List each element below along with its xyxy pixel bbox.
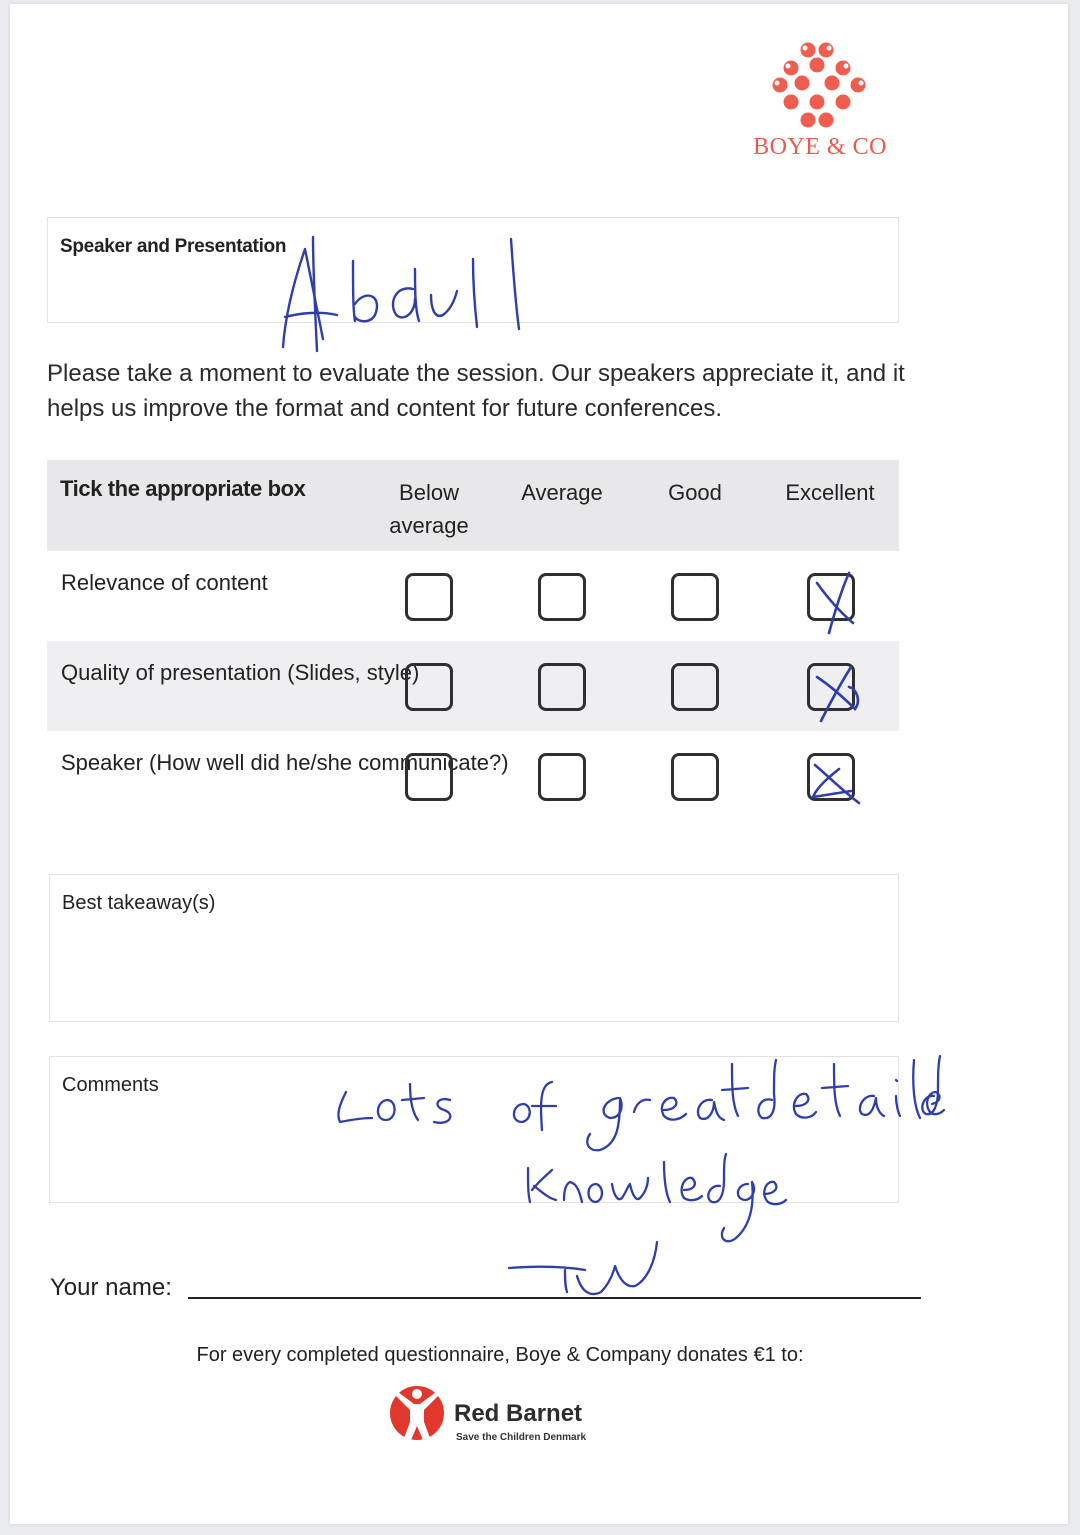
checkbox-speaker-good[interactable] (671, 753, 719, 801)
checkbox-relevance-below-average[interactable] (405, 573, 453, 621)
rating-table-header (47, 460, 899, 551)
speaker-label: Speaker and Presentation (60, 236, 287, 257)
table-header-label: Tick the appropriate box (60, 476, 306, 501)
donation-text: For every completed questionnaire, Boye & Company donates €1 to: (196, 1344, 804, 1366)
checkbox-speaker-below-average[interactable] (405, 753, 453, 801)
comments-label: Comments (62, 1074, 159, 1096)
feedback-form-page (10, 4, 1068, 1524)
speaker-presentation-field[interactable] (47, 217, 899, 323)
checkbox-relevance-excellent[interactable] (807, 573, 855, 621)
row-label: Relevance of content (61, 570, 268, 595)
best-takeaway-field[interactable] (49, 874, 899, 1022)
checkbox-quality-excellent[interactable] (807, 663, 855, 711)
column-below-average: Below average (389, 480, 469, 538)
checkbox-relevance-good[interactable] (671, 573, 719, 621)
checkbox-quality-good[interactable] (671, 663, 719, 711)
checkbox-quality-average[interactable] (538, 663, 586, 711)
rating-row-quality (47, 641, 899, 731)
charity-name: Red Barnet (454, 1400, 583, 1427)
rating-row-relevance (47, 551, 899, 641)
column-good: Good (668, 480, 722, 505)
rating-row-speaker (47, 731, 899, 821)
checkbox-relevance-average[interactable] (538, 573, 586, 621)
checkbox-quality-below-average[interactable] (405, 663, 453, 711)
intro-text: Please take a moment to evaluate the session. Our speakers appreciate it, and it helps us improve the format and content for future conferences. (47, 360, 905, 422)
your-name-input-line[interactable] (188, 1297, 921, 1299)
charity-subtitle: Save the Children Denmark (456, 1432, 587, 1443)
red-barnet-logo (388, 1382, 628, 1452)
logo-text: BOYE & CO (753, 134, 887, 160)
row-label: Speaker (How well did he/she communicate?) (61, 750, 509, 775)
column-average: Average (521, 480, 603, 505)
row-label: Quality of presentation (Slides, style) (61, 660, 420, 685)
boye-logo-mark-icon (770, 40, 870, 130)
checkbox-speaker-excellent[interactable] (807, 753, 855, 801)
column-excellent: Excellent (785, 480, 875, 505)
save-the-children-icon (388, 1382, 446, 1444)
your-name-label: Your name: (50, 1274, 172, 1301)
comments-field[interactable] (49, 1056, 899, 1203)
checkbox-speaker-average[interactable] (538, 753, 586, 801)
rating-table (47, 460, 899, 821)
handwritten-initials (505, 1234, 675, 1304)
takeaway-label: Best takeaway(s) (62, 892, 216, 914)
